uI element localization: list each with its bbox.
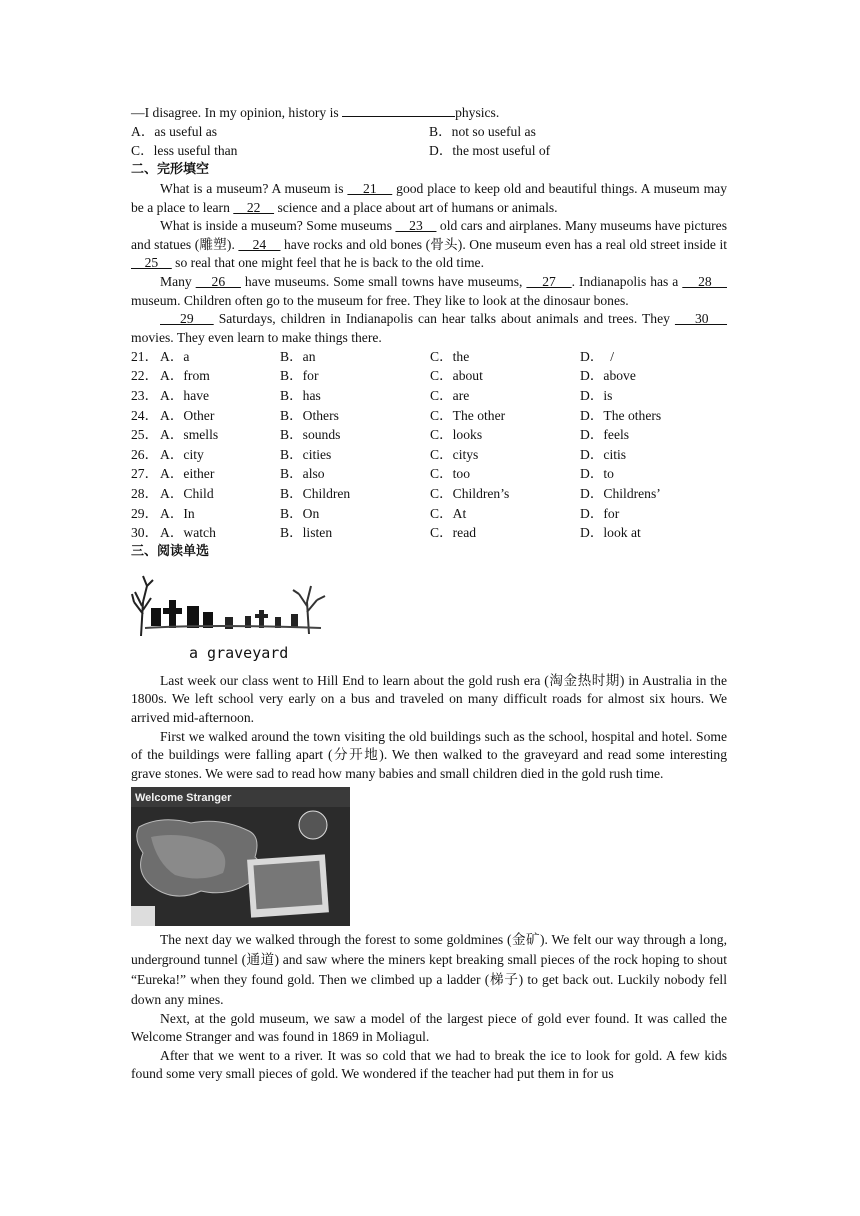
cloze-paragraph: 29 Saturdays, children in Indianapolis can hear talks about animals and trees. They 30 movies. They even learn to make things there. [131,311,728,345]
option-d: D． / [580,348,614,364]
option-d: D．the most useful of [429,143,551,159]
stem-text-end: physics. [455,105,500,120]
graveyard-sketch [131,562,331,670]
option-d: D．look at [580,525,641,541]
option-a: A．Other [160,407,215,423]
blank-25: 25 [131,255,172,271]
question-row [131,524,727,544]
option-c: C．the [430,348,470,364]
option-c: C．citys [430,446,479,462]
option-a: A．Child [160,485,214,501]
reading-paragraph: The next day we walked through the forest to some goldmines (金矿). We felt our way through a long, underground tunnel (通道) and saw where the miners kept breaking small pieces of the rock hoping to shout “Eureka!” when they found gold. Then we climbed up a ladder (梯子) to get back out. Luckily nobody fell down any mines. [131,932,727,1007]
question-row [131,445,727,465]
option-d: D．citis [580,446,627,462]
option-c: C．less useful than [131,143,238,159]
section-heading-cloze: 二、完形填空 [131,162,210,178]
option-b: B．has [280,388,321,403]
option-d: D．feels [580,427,630,443]
option-b: B．Children [280,485,351,501]
reading-paragraph: First we walked around the town visiting the old buildings such as the school, hospital and hotel. Some of the buildings were falling apart (分开地). We then walked to the graveyard and read some interesting grave stones. We were sad to read how many babies and small children died in the gold rush time. [131,728,727,781]
blank-26: 26 [195,273,241,289]
question-number: 26． [131,446,159,462]
question-number: 30． [131,525,159,541]
option-a: A．smells [160,427,219,443]
question-row [131,387,727,407]
option-row [131,123,727,142]
option-d: D．Childrens’ [580,485,661,501]
reading-paragraph: Last week our class went to Hill End to learn about the gold rush era (淘金热时期) in Australia in the 1800s. We left school very early on a bus and traveled on many difficult roads for almost six hours. We arrived mid-afternoon. [131,672,727,726]
option-a: A．watch [160,525,216,541]
cloze-paragraph: Many 26 have museums. Some small towns have museums, 27 . Indianapolis has a 28 museum. Children often go to the museum for free. They like to look at the dinosaur bones. [131,273,727,308]
question-row [131,347,727,367]
cloze-paragraph: What is a museum? A museum is 21 good place to keep old and beautiful things. A museum may be a place to learn 22 science and a place about art of humans or animals. [131,180,728,215]
option-b: B．for [280,368,319,384]
blank-22: 22 [233,199,275,215]
question-row [131,367,727,387]
option-c: C．Children’s [430,485,510,501]
graveyard-caption: a graveyard [189,643,289,662]
option-b: B．Others [280,407,339,423]
option-c: C．The other [430,407,506,423]
option-b: B．an [280,348,316,364]
option-b: B．cities [280,446,332,462]
option-b: B．also [280,466,325,482]
gold-nugget-photo [131,787,350,926]
question-row [131,504,727,524]
option-c: C．too [430,466,471,482]
option-a: A．as useful as [131,123,218,139]
welcome-stranger-photo [131,787,350,926]
option-c: C．about [430,368,483,384]
question-number: 24． [131,407,159,423]
blank-29: 29 [160,311,214,327]
option-c: C．At [430,505,467,521]
document-page [131,104,727,1084]
question-number: 25． [131,427,159,443]
option-b: B．listen [280,525,333,541]
question-number: 27． [131,466,159,482]
question-stem [131,104,727,123]
question-number: 22． [131,368,159,384]
reading-paragraph: Next, at the gold museum, we saw a model of the largest piece of gold ever found. It was called the Welcome Stranger and was found in 1869 in Moliagul. [131,1010,727,1045]
option-b: B．sounds [280,427,341,443]
question-row [131,465,727,485]
question-number: 21． [131,348,159,364]
blank-23: 23 [395,218,437,234]
option-d: D．to [580,466,614,482]
question-number: 29． [131,505,159,521]
option-a: A．either [160,466,215,482]
question-list [131,347,727,543]
blank-21: 21 [347,180,393,196]
blank-30: 30 [674,311,728,327]
option-a: A．have [160,388,210,403]
question-row [131,484,727,504]
option-a: A．a [160,348,190,364]
blank-24: 24 [238,236,281,252]
question-number: 28． [131,485,159,501]
question-number: 23． [131,388,159,403]
option-d: D．for [580,505,620,521]
blank-28: 28 [682,273,727,289]
option-d: D．is [580,388,613,403]
photo-title: Welcome Stranger [135,792,232,805]
reading-paragraph: After that we went to a river. It was so cold that we had to break the ice to look for gold. A few kids found some very small pieces of gold. We wondered if the teacher had put them in for us [131,1047,727,1082]
option-row [131,142,727,161]
option-c: C．looks [430,427,483,443]
stem-text: —I disagree. In my opinion, history is [131,105,343,120]
section-heading-reading: 三、阅读单选 [131,544,210,560]
graveyard-illustration [131,562,331,670]
option-a: A．In [160,505,195,521]
option-b: B．On [280,505,320,521]
option-b: B．not so useful as [429,123,536,139]
option-c: C．are [430,388,470,403]
option-d: D．above [580,368,636,384]
option-d: D．The others [580,407,662,423]
option-c: C．read [430,525,477,541]
answer-blank [342,104,455,117]
cloze-paragraph: What is inside a museum? Some museums 23 old cars and airplanes. Many museums have pictures and statues (雕塑). 24 have rocks and old bones (骨头). One museum even has a real old street inside it 25 so real that one might feel that he is back to the old time. [131,218,728,271]
blank-27: 27 [526,273,572,289]
option-a: A．city [160,446,204,462]
option-a: A．from [160,368,210,384]
question-row [131,426,727,446]
question-row [131,406,727,426]
